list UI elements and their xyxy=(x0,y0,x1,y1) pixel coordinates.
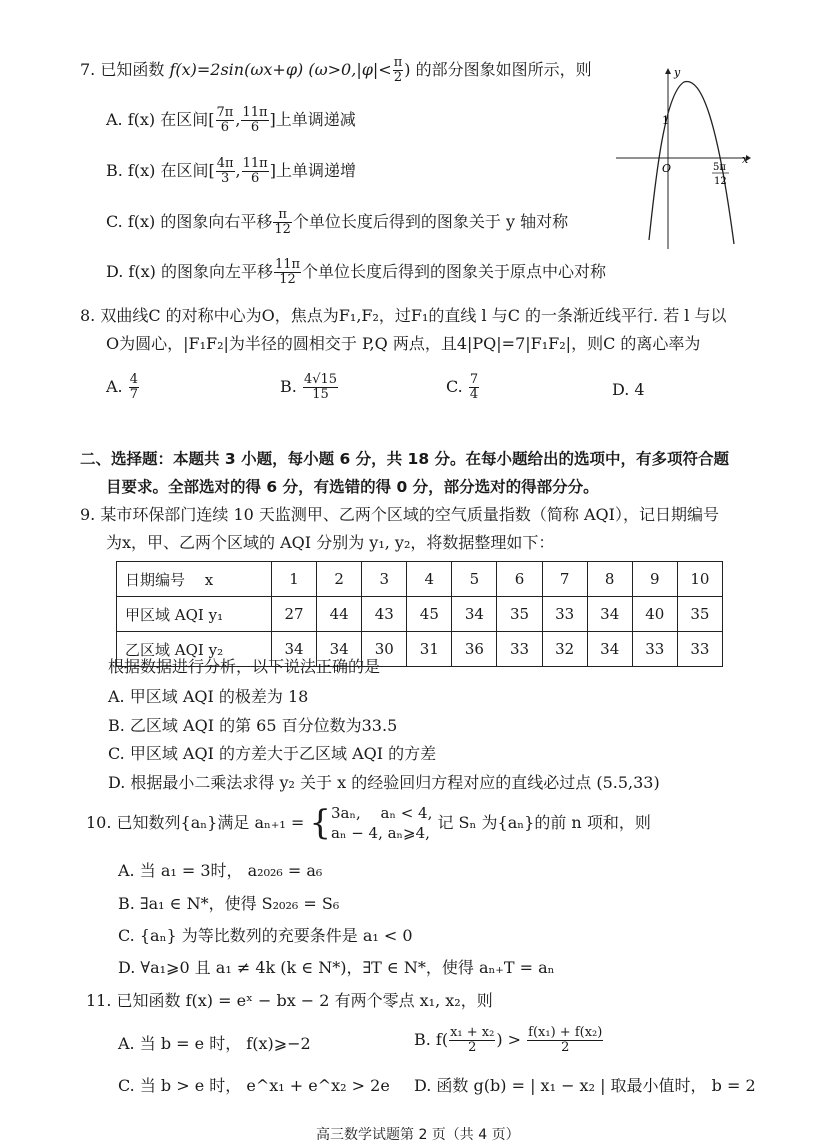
table-cell: 35 xyxy=(677,597,722,632)
table-cell: 33 xyxy=(542,597,587,632)
q11-stem: 11. 已知函数 f(x) = eˣ − bx − 2 有两个零点 x₁, x₂，则 xyxy=(86,991,493,1010)
table-cell: 9 xyxy=(632,562,677,597)
origin-label: O xyxy=(662,162,672,175)
section-2-heading-line-1: 二、选择题：本题共 3 小题，每小题 6 分，共 18 分。在每小题给出的选项中，有多项符合题 xyxy=(80,450,730,468)
q10-option-d: D. ∀a₁⩾0 且 a₁ ≠ 4k (k ∈ N*)，∃T ∈ N*，使得 aₙ₊T = aₙ xyxy=(118,958,555,977)
q10-option-a: A. 当 a₁ = 3时， a₂₀₂₆ = a₆ xyxy=(118,861,323,880)
table-cell: 36 xyxy=(452,632,497,667)
table-cell: 27 xyxy=(272,597,317,632)
table-cell: 5 xyxy=(452,562,497,597)
table-cell: 30 xyxy=(362,632,407,667)
q9-after-table: 根据数据进行分析，以下说法正确的是 xyxy=(108,657,381,676)
table-cell: 3 xyxy=(362,562,407,597)
table-cell: 8 xyxy=(587,562,632,597)
aqi-table xyxy=(116,561,723,667)
table-cell: 33 xyxy=(677,632,722,667)
table-row xyxy=(117,562,723,597)
q8-option-b: B. $\frac{4√15}{15}$ xyxy=(280,372,338,402)
table-cell: 44 xyxy=(317,597,362,632)
q8-line-2: O为圆心，|F₁F₂|为半径的圆相交于 P,Q 两点，且4|PQ|=7|F₁F₂|，则C 的离心率为 xyxy=(106,334,701,353)
y-tick-one: 1 xyxy=(662,114,669,127)
row-header-y2: 乙区域 AQI y₂ xyxy=(117,632,272,667)
table-cell: 34 xyxy=(587,597,632,632)
table-cell: 32 xyxy=(542,632,587,667)
table-cell: 1 xyxy=(272,562,317,597)
y-axis-label: y xyxy=(674,66,681,79)
q8-option-c: C. $\frac{7}{4}$ xyxy=(446,372,479,402)
q10-stem-pre: 10. 已知数列{aₙ}满足 aₙ₊₁ = xyxy=(86,813,305,832)
table-cell: 34 xyxy=(272,632,317,667)
y-axis-arrow xyxy=(665,68,671,74)
q10-option-b: B. ∃a₁ ∈ N*，使得 S₂₀₂₆ = S₆ xyxy=(118,894,340,913)
q8-option-d: D. 4 xyxy=(612,380,645,399)
q10-stem-post: 记 Sₙ 为{aₙ}的前 n 项和，则 xyxy=(437,813,651,832)
q7-stem-frac: $\frac{\pi}{2}$ xyxy=(393,55,403,85)
q8-option-a: A. $\frac{4}{7}$ xyxy=(106,372,139,402)
table-cell: 34 xyxy=(587,632,632,667)
q9-option-d: D. 根据最小二乘法求得 y₂ 关于 x 的经验回归方程对应的直线必过点 (5.5,33) xyxy=(108,773,660,792)
q7-stem xyxy=(80,56,592,85)
table-cell: 35 xyxy=(497,597,542,632)
table-cell: 7 xyxy=(542,562,587,597)
table-cell: 34 xyxy=(452,597,497,632)
table-cell: 33 xyxy=(497,632,542,667)
table-cell: 40 xyxy=(632,597,677,632)
q7-stem-pre: 7. 已知函数 xyxy=(80,60,165,79)
q11-option-b: B. f( $\frac{\text{x₁ + x₂}}{2}$ ) > $\frac{\text{f(x₁) + f(x₂)}}{2}$ xyxy=(414,1025,603,1055)
page-footer: 高三数学试题第 2 页（共 4 页） xyxy=(316,1127,520,1143)
q7-stem-math: f(x)=2sin(ωx+φ) (ω>0,|φ|< xyxy=(169,60,392,79)
table-cell: 45 xyxy=(407,597,452,632)
table-cell: 6 xyxy=(497,562,542,597)
q11-option-a: A. 当 b = e 时， f(x)⩾−2 xyxy=(118,1034,311,1053)
row-header-x: 日期编号 x xyxy=(117,562,272,597)
q11-option-c: C. 当 b > e 时， e^x₁ + e^x₂ > 2e xyxy=(118,1076,390,1095)
table-row xyxy=(117,597,723,632)
q9-option-a: A. 甲区域 AQI 的极差为 18 xyxy=(108,687,309,706)
table-cell: 10 xyxy=(677,562,722,597)
q10-cases: 3aₙ, aₙ < 4, aₙ − 4, aₙ⩾4, xyxy=(331,804,433,842)
q10-stem xyxy=(86,803,651,843)
row-header-y1: 甲区域 AQI y₁ xyxy=(117,597,272,632)
q9-line-2: 为x，甲、乙两个区域的 AQI 分别为 y₁, y₂，将数据整理如下： xyxy=(106,533,555,552)
q7-option-d: D. f(x) 的图象向左平移 $\frac{11\pi}{12}$ 个单位长度后得到的图象关于原点中心对称 xyxy=(106,257,607,287)
table-cell: 4 xyxy=(407,562,452,597)
q9-option-b: B. 乙区域 AQI 的第 65 百分位数为33.5 xyxy=(108,716,398,735)
x-tick-numerator: 5π xyxy=(713,162,726,173)
x-axis-label: x xyxy=(742,153,749,166)
q7-option-a: A. f(x) 在区间[ $\frac{7\pi}{6}$ , $\frac{11\pi}{6}$ ]上单调递减 xyxy=(106,105,356,135)
table-cell: 33 xyxy=(632,632,677,667)
q7-sine-graph xyxy=(612,64,752,250)
q7-option-c: C. f(x) 的图象向右平移 $\frac{\pi}{12}$ 个单位长度后得到的图象关于 y 轴对称 xyxy=(106,207,569,237)
x-tick-denominator: 12 xyxy=(714,176,727,187)
table-cell: 31 xyxy=(407,632,452,667)
q8-line-1: 8. 双曲线C 的对称中心为O，焦点为F₁,F₂，过F₁的直线 l 与C 的一条渐近线平行. 若 l 与以 xyxy=(80,306,727,325)
table-cell: 34 xyxy=(317,632,362,667)
table-cell: 2 xyxy=(317,562,362,597)
q7-option-b: B. f(x) 在区间[ $\frac{4\pi}{3}$ , $\frac{11\pi}{6}$ ]上单调递增 xyxy=(106,156,356,186)
q9-option-c: C. 甲区域 AQI 的方差大于乙区域 AQI 的方差 xyxy=(108,744,437,763)
q10-option-c: C. {aₙ} 为等比数列的充要条件是 a₁ < 0 xyxy=(118,926,413,945)
q10-brace: { xyxy=(309,803,331,843)
table-cell: 43 xyxy=(362,597,407,632)
q9-line-1: 9. 某市环保部门连续 10 天监测甲、乙两个区域的空气质量指数（简称 AQI），记日期编号 xyxy=(80,505,719,524)
q7-stem-post: ) 的部分图象如图所示，则 xyxy=(404,60,592,79)
section-2-heading-line-2: 目要求。全部选对的得 6 分，有选错的得 0 分，部分选对的得部分分。 xyxy=(106,478,599,496)
q11-option-d: D. 函数 g(b) = | x₁ − x₂ | 取最小值时， b = 2 xyxy=(414,1076,756,1095)
